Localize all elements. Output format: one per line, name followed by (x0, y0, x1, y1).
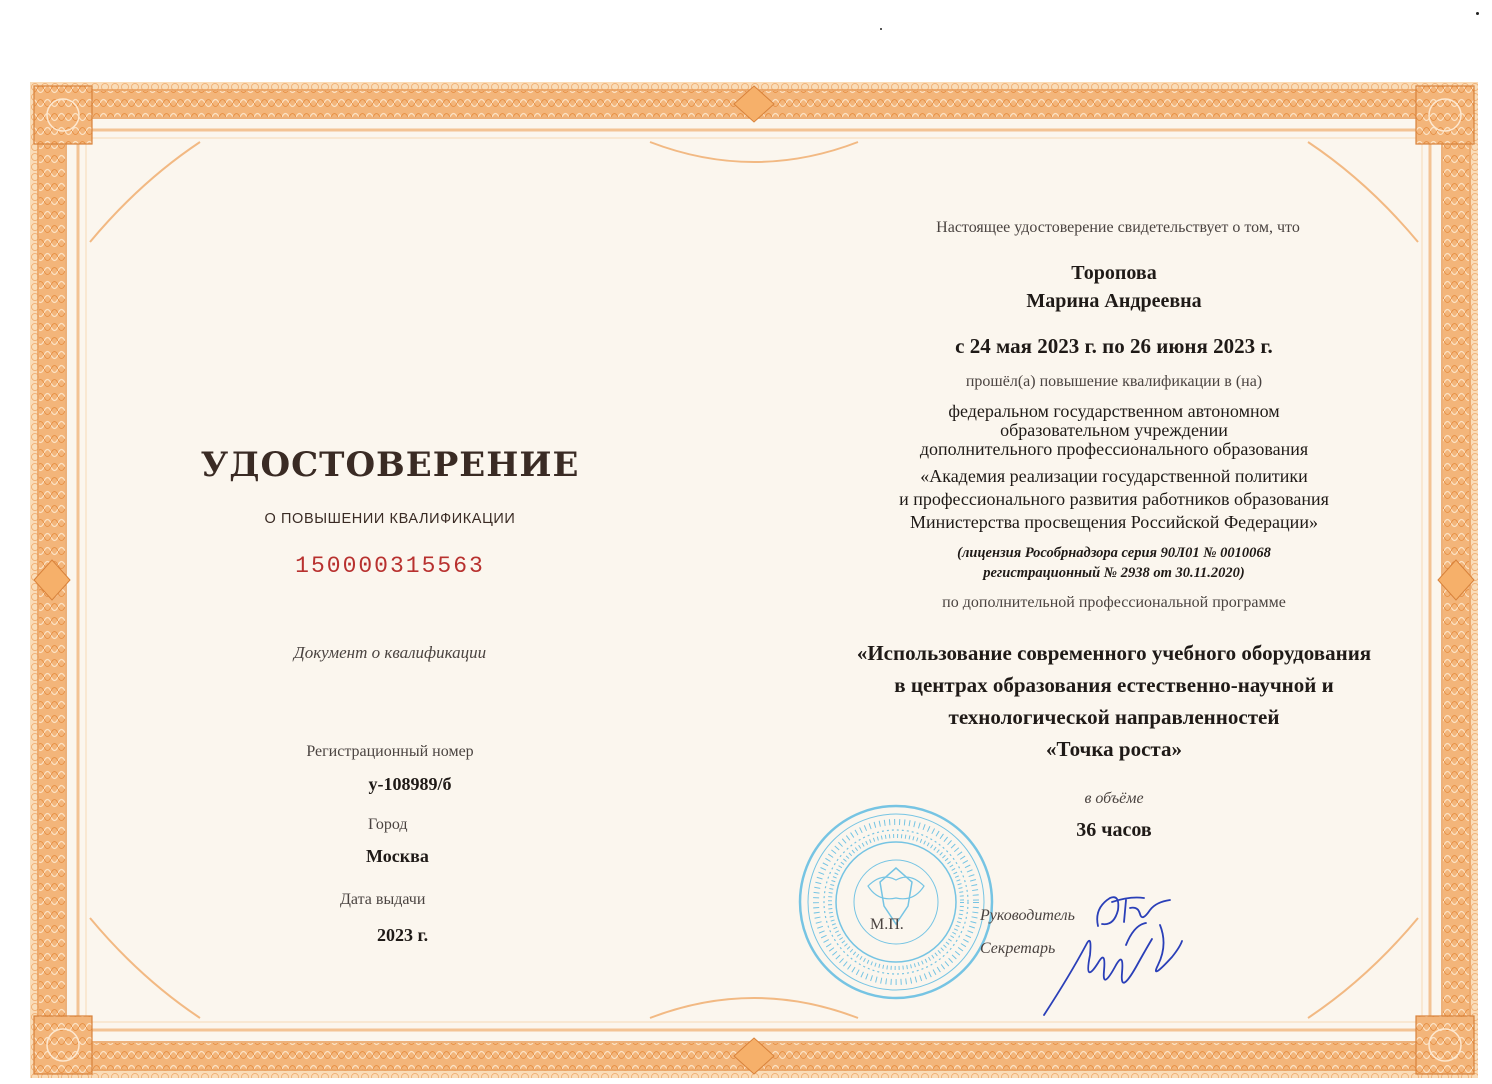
document-subtitle: О ПОВЫШЕНИИ КВАЛИФИКАЦИИ (264, 511, 516, 527)
program-title-line: «Точка роста» (1046, 737, 1182, 761)
training-period: с 24 мая 2023 г. по 26 июня 2023 г. (955, 334, 1273, 358)
license-line: (лицензия Рособрнадзора серия 90Л01 № 0010068 (957, 545, 1271, 561)
holder-given-names: Марина Андреевна (1026, 290, 1202, 312)
city-label: Город (368, 816, 408, 833)
organization-line: и профессионального развития работников образования (899, 489, 1329, 509)
scan-speck (880, 28, 882, 30)
program-title-line: технологической направленностей (948, 705, 1280, 729)
organization-line: дополнительного профессионального образования (919, 439, 1309, 459)
license-line: регистрационный № 2938 от 30.11.2020) (983, 565, 1245, 581)
document-title: УДОСТОВЕРЕНИЕ (200, 445, 580, 485)
program-title-line: в центрах образования естественно-научной и (894, 673, 1334, 697)
holder-surname: Торопова (1071, 262, 1157, 284)
secretary-label: Секретарь (980, 940, 1056, 957)
program-title-line: «Использование современного учебного оборудования (856, 641, 1372, 665)
organization-line: Министерства просвещения Российской Федерации» (910, 512, 1318, 532)
serial-number: 150000315563 (295, 553, 485, 579)
program-intro: по дополнительной профессиональной программе (942, 594, 1286, 611)
organization-line: «Академия реализации государственной политики (920, 466, 1308, 486)
passed-text: прошёл(а) повышение квалификации в (на) (965, 373, 1263, 390)
secretary-signature (1040, 905, 1190, 1020)
issue-date-value: 2023 г. (377, 925, 429, 945)
volume-label: в объёме (1084, 790, 1144, 807)
issue-date-label: Дата выдачи (340, 891, 426, 908)
volume-value: 36 часов (1076, 819, 1152, 841)
document-kind: Документ о квалификации (293, 643, 487, 662)
official-seal (796, 802, 996, 1002)
head-label: Руководитель (980, 907, 1075, 924)
city-value: Москва (366, 846, 429, 866)
registration-label: Регистрационный номер (306, 743, 474, 760)
scan-speck (1476, 12, 1479, 15)
organization-line: образовательном учреждении (1000, 420, 1228, 440)
intro-text: Настоящее удостоверение свидетельствует о том, что (936, 219, 1300, 236)
stamp-label: М.П. (870, 916, 904, 933)
organization-line: федеральном государственном автономном (948, 401, 1280, 421)
registration-number: у-108989/б (368, 774, 452, 794)
